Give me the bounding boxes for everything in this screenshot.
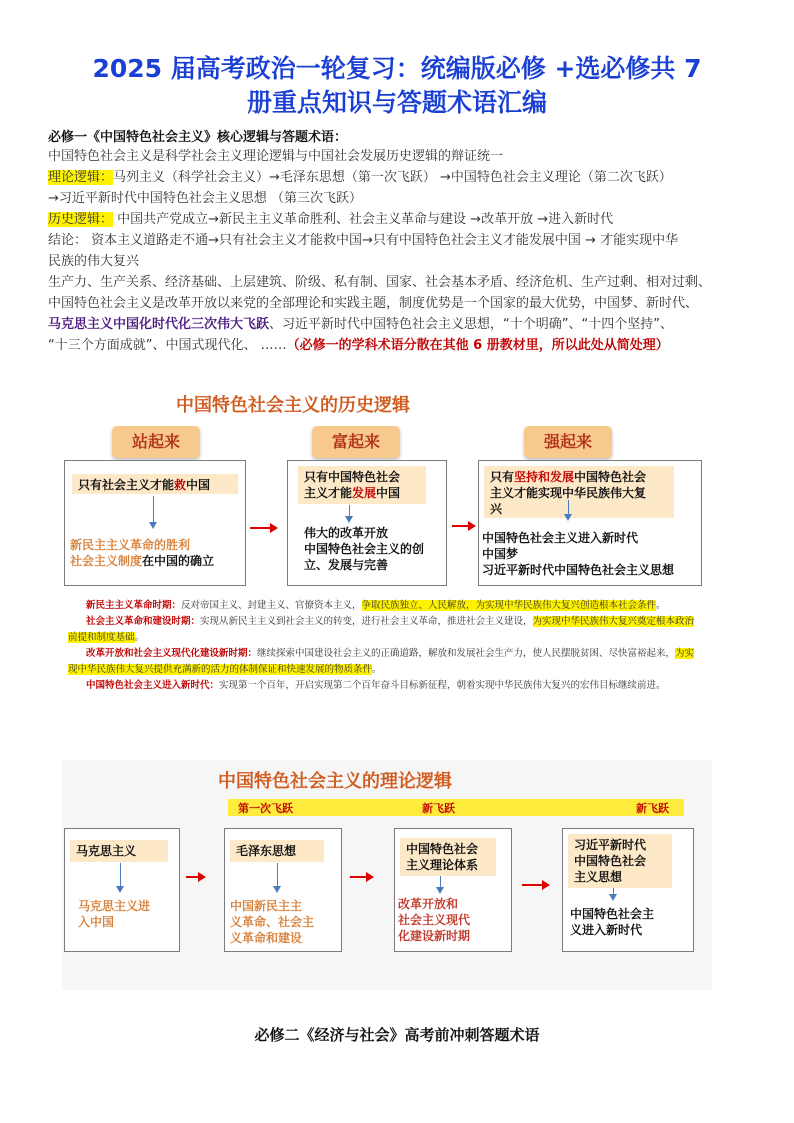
box1-top-a: 只有社会主义才能 <box>78 478 175 492</box>
conclusion-line: 结论： 资本主义道路走不通→只有社会主义才能救中国→只有中国特色社会主义才能发展中国 → 才能实现中华 <box>48 233 679 248</box>
theory-box-3-arrowhead <box>436 887 444 894</box>
theory-box-2-bottom: 中国新民主主 义革命、社会主 义革命和建设 <box>230 899 315 945</box>
box3-top-d: 兴 <box>490 502 503 516</box>
conclusion-line-2: 民族的伟大复兴 <box>48 254 140 269</box>
box3-top-b: 中国特色社会 <box>574 470 647 484</box>
history-logic-line <box>48 209 760 230</box>
box3-top-a: 只有 <box>490 470 515 484</box>
theory-box-3-header: 中国特色社会 主义理论体系 <box>400 838 496 876</box>
theory-box-2-header: 毛泽东思想 <box>230 840 324 862</box>
intro-text <box>48 146 760 356</box>
keywords-line: 生产力、生产关系、经济基础、上层建筑、阶级、私有制、国家、社会基本矛盾、经济危机、生产过剩、相对过剩、 <box>48 275 712 290</box>
period-3-text: 继续探索中国建设社会主义的正确道路，解放和发展社会生产力，使人民摆脱贫困、尽快富裕起来， <box>257 648 676 659</box>
box3-bottom: 中国特色社会主义进入新时代 中国梦 习近平新时代中国特色社会主义思想 <box>482 531 675 577</box>
box1-top-red: 救 <box>174 478 187 492</box>
theory-arrow-2 <box>350 876 372 878</box>
box2-top-a: 只有中国特色社会 <box>304 470 401 484</box>
stage-tag-get-rich: 富起来 <box>312 426 400 458</box>
box3-arrowhead <box>564 514 572 521</box>
intro-line: 中国特色社会主义是科学社会主义理论逻辑与中国社会发展历史逻辑的辩证统一 <box>48 149 504 164</box>
box1-arrowhead <box>149 522 157 529</box>
period-3 <box>68 646 696 678</box>
theory-box-2-arrowhead <box>273 886 281 893</box>
period-2-highlight: 为实现中华民族伟大复兴奠定根本政治前提和制度基础 <box>68 616 695 643</box>
period-1-label: 新民主主义革命时期： <box>86 600 182 611</box>
period-2-end: 。 <box>134 632 145 643</box>
keywords-line-3 <box>48 314 760 335</box>
box2-arrowhead <box>345 516 353 523</box>
arrow-2-to-3 <box>452 525 474 527</box>
theory-box-3-bottom: 改革开放和 社会主义现代 化建设新时期 <box>398 897 471 943</box>
theory-arrow-3 <box>522 884 548 886</box>
box2-top-red: 发展 <box>352 486 377 500</box>
theory-arrow-1 <box>186 876 204 878</box>
period-1 <box>68 598 696 614</box>
history-logic-text: 中国共产党成立→新民主主义革命胜利、社会主义革命与建设 →改革开放 →进入新时代 <box>113 212 614 227</box>
box1-bottom-a: 新民主主义革命的胜利 <box>70 538 191 552</box>
theory-box-1-header: 马克思主义 <box>70 840 168 862</box>
leap-label-3: 新飞跃 <box>636 802 669 815</box>
keywords-rest: 、习近平新时代中国特色社会主义思想，“十个明确”、“十四个坚持”、 <box>269 317 673 332</box>
keywords-bold: 马克思主义中国化时代化三次伟大飞跃 <box>48 317 270 332</box>
history-logic-label: 历史逻辑： <box>48 212 114 227</box>
period-4-label: 中国特色社会主义进入新时代： <box>86 680 220 691</box>
box1-bottom <box>70 537 242 569</box>
box2-top-b: 主义才能 <box>304 486 353 500</box>
box3-top-c: 主义才能实现中华民族伟大复 <box>490 486 647 500</box>
keywords-line-4 <box>48 335 760 356</box>
theory-box-2-connector <box>277 863 278 887</box>
period-4-text: 实现第一个百年，开启实现第二个百年奋斗目标新征程，朝着实现中华民族伟大复兴的宏伟目标继续前进。 <box>219 680 666 691</box>
box2-bottom: 伟大的改革开放 中国特色社会主义的创 立、发展与完善 <box>304 526 425 572</box>
document-title <box>40 52 754 120</box>
box1-bottom-c: 在中国的确立 <box>142 554 215 568</box>
theory-box-4-arrowhead <box>609 894 617 901</box>
period-1-highlight: 争取民族独立、人民解放，为实现中华民族伟大复兴创造根本社会条件 <box>361 600 657 611</box>
period-2 <box>68 614 696 646</box>
theory-box-1-arrowhead <box>116 886 124 893</box>
box1-top-b: 中国 <box>186 478 211 492</box>
period-3-highlight: 为实现中华民族伟大复兴提供充满新的活力的体制保证和快速发展的物质条件 <box>68 648 695 675</box>
period-3-end: 。 <box>372 664 382 675</box>
title-line-1: 2025 届高考政治一轮复习：统编版必修 +选必修共 7 <box>92 54 702 83</box>
theory-logic-text: 马列主义（科学社会主义）→毛泽东思想（第一次飞跃） →中国特色社会主义理论（第二次飞跃） <box>113 170 672 185</box>
keywords-line-2: 中国特色社会主义是改革开放以来党的全部理论和实践主题，制度优势是一个国家的最大优势，中国梦、新时代、 <box>48 296 699 311</box>
theory-box-4-bottom: 中国特色社会主 义进入新时代 <box>570 907 655 937</box>
section-subtitle: 必修一《中国特色社会主义》核心逻辑与答题术语： <box>48 130 348 145</box>
box1-bottom-b: 社会主义制度 <box>70 554 143 568</box>
theory-logic-label: 理论逻辑： <box>48 170 114 185</box>
period-paragraphs <box>68 598 696 694</box>
stage-tag-stand-up: 站起来 <box>112 426 200 458</box>
arrow-1-to-2 <box>250 527 276 529</box>
period-3-label: 改革开放和社会主义现代化建设新时期： <box>86 648 258 659</box>
stage-box-1-header <box>72 474 238 494</box>
period-1-text: 反对帝国主义、封建主义、官僚资本主义， <box>181 600 362 611</box>
history-diagram-title: 中国特色社会主义的历史逻辑 <box>176 395 410 416</box>
leap-label-2: 新飞跃 <box>422 802 455 815</box>
next-section-title: 必修二《经济与社会》高考前冲刺答题术语 <box>254 1026 540 1044</box>
stage-box-2-header <box>298 466 426 504</box>
theory-logic-line-2: →习近平新时代中国特色社会主义思想 （第三次飞跃） <box>48 191 363 206</box>
title-line-2: 册重点知识与答题术语汇编 <box>246 88 547 117</box>
box3-top-red: 坚持和发展 <box>514 470 575 484</box>
period-2-label: 社会主义革命和建设时期： <box>86 616 201 627</box>
keywords-note: （必修一的学科术语分散在其他 6 册教材里，所以此处从简处理） <box>286 338 669 353</box>
period-2-text: 实现从新民主主义到社会主义的转变，进行社会主义革命，推进社会主义建设， <box>200 616 533 627</box>
box1-connector <box>153 496 154 522</box>
stage-box-3-header <box>484 466 674 518</box>
theory-box-1-bottom: 马克思主义进 入中国 <box>78 899 151 929</box>
leap-label-1: 第一次飞跃 <box>238 802 293 815</box>
period-4 <box>68 678 696 694</box>
box2-top-c: 中国 <box>376 486 401 500</box>
stage-tag-get-strong: 强起来 <box>524 426 612 458</box>
keywords-tail: “十三个方面成就”、中国式现代化、 …… <box>48 338 287 353</box>
theory-box-1-connector <box>120 863 121 887</box>
theory-box-4-header: 习近平新时代 中国特色社会 主义思想 <box>568 834 672 888</box>
theory-logic-line <box>48 167 760 188</box>
theory-diagram-title: 中国特色社会主义的理论逻辑 <box>218 771 452 792</box>
period-1-end: 。 <box>656 600 666 611</box>
leap-bar <box>228 799 684 816</box>
